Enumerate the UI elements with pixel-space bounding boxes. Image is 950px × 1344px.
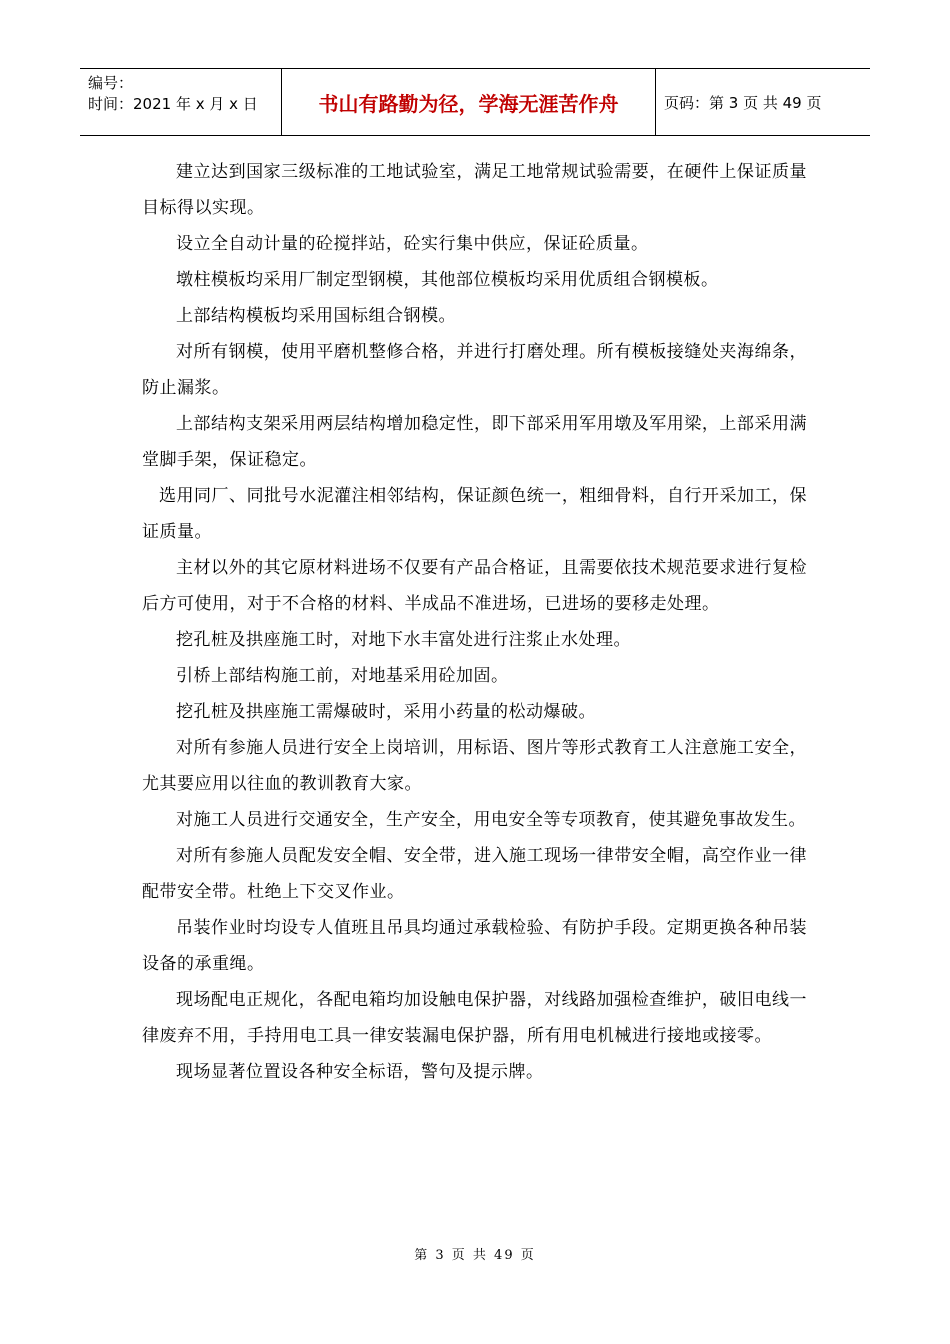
document-body [142,154,807,1090]
paragraph: 对所有参施人员配发安全帽、安全带，进入施工现场一律带安全帽，高空作业一律配带安全带。杜绝上下交叉作业。 [142,846,807,902]
paragraph: 主材以外的其它原材料进场不仅要有产品合格证，且需要依技术规范要求进行复检后方可使用，对于不合格的材料、半成品不准进场，已进场的要移走处理。 [142,558,807,614]
paragraph: 引桥上部结构施工前，对地基采用砼加固。 [176,666,509,686]
time-label: 时间：2021 年 x 月 x 日 [88,95,258,113]
header-meta [80,69,282,135]
paragraph: 挖孔桩及拱座施工时，对地下水丰富处进行注浆止水处理。 [176,630,631,650]
page-footer: 第 3 页 共 49 页 [414,1248,536,1263]
paragraph: 对所有参施人员进行安全上岗培训，用标语、图片等形式教育工人注意施工安全，尤其要应用以往血的教训教育大家。 [142,738,807,794]
paragraph: 建立达到国家三级标准的工地试验室，满足工地常规试验需要，在硬件上保证质量目标得以实现。 [142,162,807,218]
header-page-info: 页码：第 3 页 共 49 页 [664,93,822,112]
paragraph: 设立全自动计量的砼搅拌站，砼实行集中供应，保证砼质量。 [176,234,649,254]
paragraph: 上部结构支架采用两层结构增加稳定性，即下部采用军用墩及军用梁，上部采用满堂脚手架，保证稳定。 [142,414,807,470]
paragraph: 上部结构模板均采用国标组合钢模。 [176,306,456,326]
paragraph: 对所有钢模，使用平磨机整修合格，并进行打磨处理。所有模板接缝处夹海绵条，防止漏浆。 [142,342,807,398]
paragraph: 对施工人员进行交通安全，生产安全，用电安全等专项教育，使其避免事故发生。 [176,810,806,830]
paragraph: 选用同厂、同批号水泥灌注相邻结构，保证颜色统一，粗细骨料，自行开采加工，保证质量。 [142,486,807,542]
code-label: 编号： [88,74,134,92]
paragraph: 吊装作业时均设专人值班且吊具均通过承载检验、有防护手段。定期更换各种吊装设备的承重绳。 [142,918,807,974]
paragraph: 现场配电正规化，各配电箱均加设触电保护器，对线路加强检查维护，破旧电线一律废弃不用，手持用电工具一律安装漏电保护器，所有用电机械进行接地或接零。 [142,990,807,1046]
page-header [80,68,870,136]
paragraph: 现场显著位置设各种安全标语，警句及提示牌。 [176,1062,544,1082]
paragraph: 墩柱模板均采用厂制定型钢模，其他部位模板均采用优质组合钢模板。 [176,270,719,290]
header-motto: 书山有路勤为径，学海无涯苦作舟 [282,69,656,135]
paragraph: 挖孔桩及拱座施工需爆破时，采用小药量的松动爆破。 [176,702,596,722]
